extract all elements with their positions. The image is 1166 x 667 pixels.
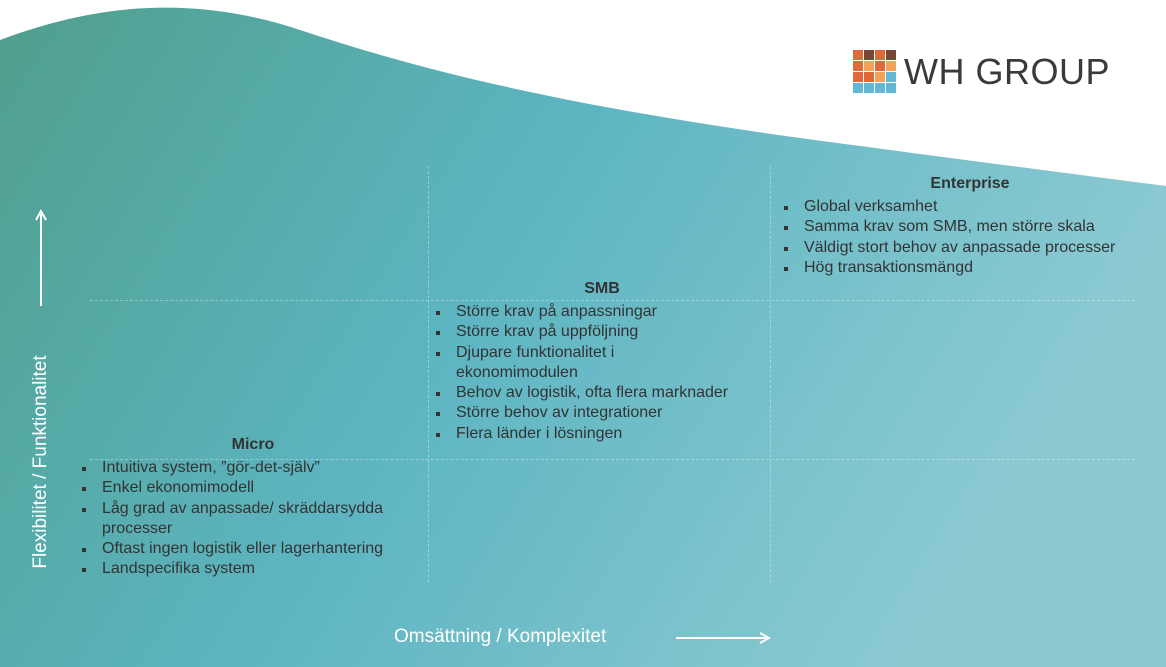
logo-grid-icon: [853, 50, 896, 93]
list-item: Behov av logistik, ofta flera marknader: [432, 383, 772, 403]
segment-smb: [432, 280, 772, 444]
y-axis-label: Flexibilitet / Funktionalitet: [30, 355, 51, 569]
wh-group-logo: [853, 50, 1110, 93]
arrow-up-icon: [34, 208, 48, 308]
x-axis-label: Omsättning / Komplexitet: [394, 626, 607, 647]
list-item: Större krav på uppföljning: [432, 322, 772, 342]
list-item: Enkel ekonomimodell: [78, 478, 428, 498]
list-item: Låg grad av anpassade/ skräddarsydda processer: [78, 499, 428, 540]
segment-title: Micro: [231, 436, 275, 453]
arrow-right-icon: [676, 631, 771, 645]
segment-enterprise: [780, 175, 1160, 278]
list-item: Intuitiva system, ”gör-det-själv”: [78, 458, 428, 478]
list-item: Hög transaktionsmängd: [780, 258, 1160, 278]
grid-line-vertical-1: [428, 166, 429, 582]
list-item: Landspecifika system: [78, 559, 428, 579]
segment-list: [432, 302, 772, 444]
logo-text: WH GROUP: [904, 50, 1110, 92]
list-item: Större behov av integrationer: [432, 403, 772, 423]
list-item: Väldigt stort behov av anpassade processer: [780, 238, 1160, 258]
list-item: Oftast ingen logistik eller lagerhantering: [78, 539, 428, 559]
segment-micro: [78, 436, 428, 580]
list-item: Global verksamhet: [780, 197, 1160, 217]
list-item: Samma krav som SMB, men större skala: [780, 217, 1160, 237]
list-item: Flera länder i lösningen: [432, 424, 772, 444]
segment-list: [78, 458, 428, 580]
segment-title: SMB: [584, 280, 620, 297]
list-item: Djupare funktionalitet i ekonomimodulen: [432, 343, 656, 384]
list-item: Större krav på anpassningar: [432, 302, 772, 322]
segment-title: Enterprise: [930, 175, 1010, 192]
segment-list: [780, 197, 1160, 278]
